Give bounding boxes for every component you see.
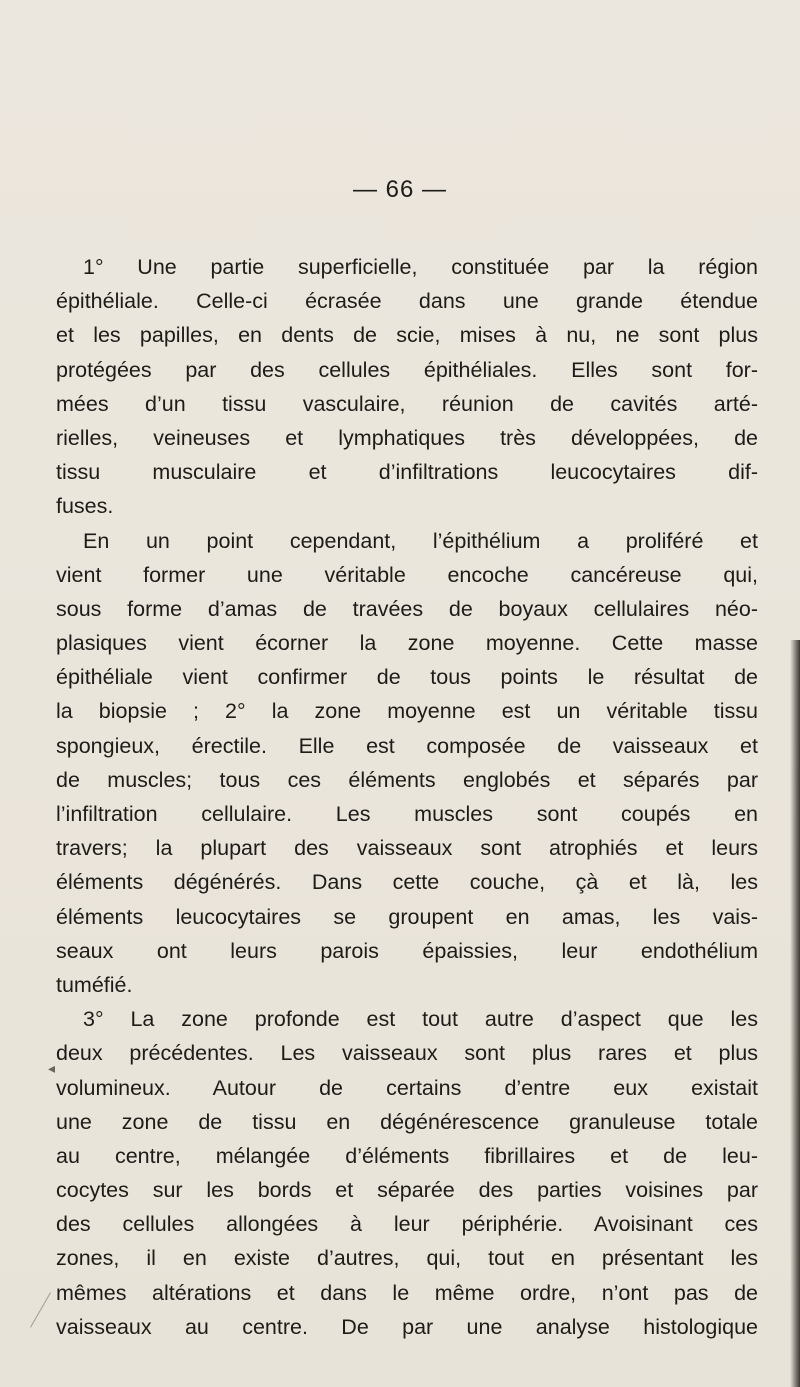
text-line-8: fuses. — [56, 494, 114, 519]
text-line-24: deux précédentes. Les vaisseaux sont plus rares et plus — [56, 1041, 758, 1066]
text-line-23: 3° La zone profonde est tout autre d’aspect que les — [83, 1007, 758, 1032]
text-line-10: vient former une véritable encoche cancéreuse qui, — [56, 562, 758, 587]
text-line-22: tuméfié. — [56, 972, 133, 997]
text-line-20: éléments leucocytaires se groupent en amas, les vais- — [56, 904, 758, 929]
text-line-6: rielles, veineuses et lymphatiques très développées, de — [56, 425, 758, 450]
text-line-28: cocytes sur les bords et séparée des parties voisines par — [56, 1178, 758, 1203]
text-line-2: épithéliale. Celle-ci écrasée dans une grande étendue — [56, 289, 758, 314]
text-line-19: éléments dégénérés. Dans cette couche, çà et là, les — [56, 870, 758, 895]
text-line-7: tissu musculaire et d’infiltrations leucocytaires dif- — [56, 460, 758, 485]
text-line-29: des cellules allongées à leur périphérie. Avoisinant ces — [56, 1212, 758, 1237]
text-line-26: une zone de tissu en dégénérescence granuleuse totale — [56, 1109, 758, 1134]
text-line-18: travers; la plupart des vaisseaux sont atrophiés et leurs — [56, 836, 758, 861]
text-line-1: 1° Une partie superficielle, constituée par la région — [83, 255, 758, 279]
text-line-21: seaux ont leurs parois épaissies, leur endothélium — [56, 938, 758, 963]
text-line-25: volumineux. Autour de certains d’entre eux existait — [56, 1075, 758, 1100]
text-line-13: épithéliale vient confirmer de tous points le résultat de — [56, 665, 758, 690]
text-line-11: sous forme d’amas de travées de boyaux cellulaires néo- — [56, 596, 758, 621]
text-line-32: vaisseaux au centre. De par une analyse histologique — [56, 1314, 758, 1339]
text-line-4: protégées par des cellules épithéliales. Elles sont for- — [56, 357, 758, 382]
text-line-31: mêmes altérations et dans le même ordre, n’ont pas de — [56, 1280, 758, 1305]
margin-mark: ◂ — [48, 1060, 56, 1076]
page-number: — 66 — — [352, 176, 448, 203]
text-line-5: mées d’un tissu vasculaire, réunion de cavités arté- — [56, 391, 758, 416]
text-line-15: spongieux, érectile. Elle est composée de vaisseaux et — [56, 733, 758, 758]
text-line-14: la biopsie ; 2° la zone moyenne est un véritable tissu — [56, 699, 758, 724]
pencil-stroke — [30, 1292, 51, 1327]
body-text — [56, 250, 758, 1344]
text-line-3: et les papilles, en dents de scie, mises à nu, ne sont plus — [56, 323, 758, 348]
text-line-12: plasiques vient écorner la zone moyenne. Cette masse — [56, 631, 758, 656]
text-line-16: de muscles; tous ces éléments englobés et séparés par — [56, 767, 758, 792]
text-line-17: l’infiltration cellulaire. Les muscles sont coupés en — [56, 802, 758, 826]
page-edge-shadow — [790, 640, 800, 1387]
text-line-9: En un point cependant, l’épithélium a proliféré et — [83, 528, 758, 553]
text-line-27: au centre, mélangée d’éléments fibrillaires et de leu- — [56, 1143, 758, 1168]
text-line-30: zones, il en existe d’autres, qui, tout en présentant les — [56, 1246, 758, 1271]
